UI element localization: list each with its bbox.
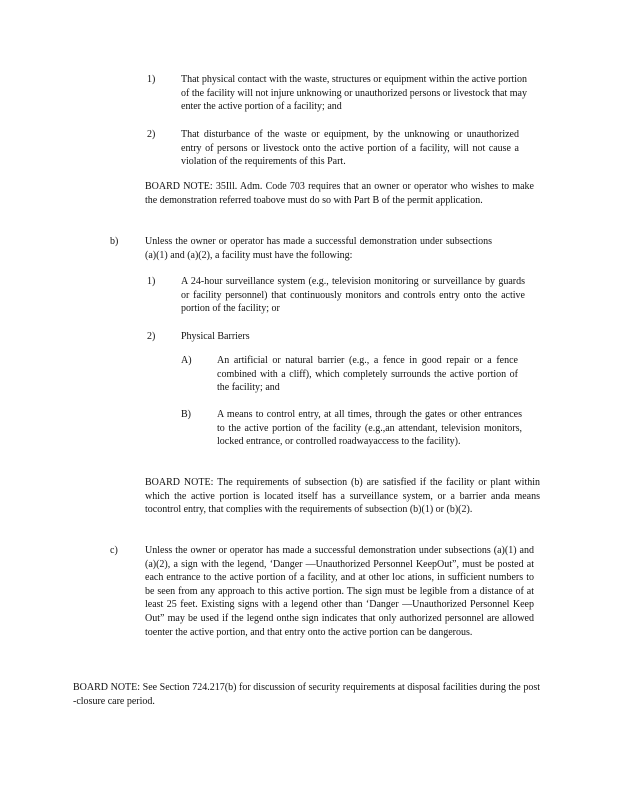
item-label-b2: 2) xyxy=(147,331,156,342)
paragraph-b2B: A means to control entry, at all times, through the gates or other entrances to the active portion of the facility (e.g.,an attendant, television monitors, locked entrance, or controlled roadwayaccess to the facility). xyxy=(217,409,522,448)
item-label-c: c) xyxy=(110,545,118,556)
item-label-b1: 1) xyxy=(147,276,156,287)
board-note-final: BOARD NOTE: See Section 724.217(b) for discussion of security requirements at disposal facilities during the post -closure care period. xyxy=(73,682,540,707)
item-label-b2A: A) xyxy=(181,355,192,366)
item-label-b2B: B) xyxy=(181,409,191,420)
paragraph-b2: Physical Barriers xyxy=(181,331,250,342)
board-note-b: BOARD NOTE: The requirements of subsection (b) are satisfied if the facility or plant within which the active portion is located itself has a surveillance system, or a barrier anda means tocontrol entry, that complies with the requirements of subsection (b)(1) or (b)(2). xyxy=(145,477,540,516)
item-label-a1: 1) xyxy=(147,74,156,85)
item-label-b: b) xyxy=(110,236,119,247)
board-note-a: BOARD NOTE: 35Ill. Adm. Code 703 requires that an owner or operator who wishes to make the demonstration referred toabove must do so with Part B of the permit application. xyxy=(145,181,534,206)
paragraph-b1: A 24-hour surveillance system (e.g., television monitoring or surveillance by guards or facility personnel) that continuously monitors and controls entry onto the active portion of the facility; or xyxy=(181,276,525,315)
paragraph-a2: That disturbance of the waste or equipment, by the unknowing or unauthorized entry of persons or livestock onto the active portion of a facility, will not cause a violation of the requirements of this Part. xyxy=(181,129,519,168)
paragraph-b: Unless the owner or operator has made a successful demonstration under subsections (a)(1) and (a)(2), a facility must have the following: xyxy=(145,236,492,261)
item-label-a2: 2) xyxy=(147,129,156,140)
paragraph-c: Unless the owner or operator has made a successful demonstration under subsections (a)(1) and (a)(2), a sign with the legend, ‘Danger —Unauthorized Personnel KeepOut”, must be posted at each entrance to the active portion of a facility, and at other loc ations, in sufficient numbers to be seen from any approach to this active portion. The sign must be legible from a distance of at least 25 feet. Existing signs with a legend other than ‘Danger —Unauthorized Personnel Keep Out” may be used if the legend onthe sign indicates that only authorized personnel are allowed toenter the active portion, and that entry onto the active portion can be dangerous. xyxy=(145,545,534,638)
paragraph-b2A: An artificial or natural barrier (e.g., a fence in good repair or a fence combined with a cliff), which completely surrounds the active portion of the facility; and xyxy=(217,355,518,394)
paragraph-a1: That physical contact with the waste, structures or equipment within the active portion of the facility will not injure unknowing or unauthorized persons or livestock that may enter the active portion of a facility; and xyxy=(181,74,527,113)
